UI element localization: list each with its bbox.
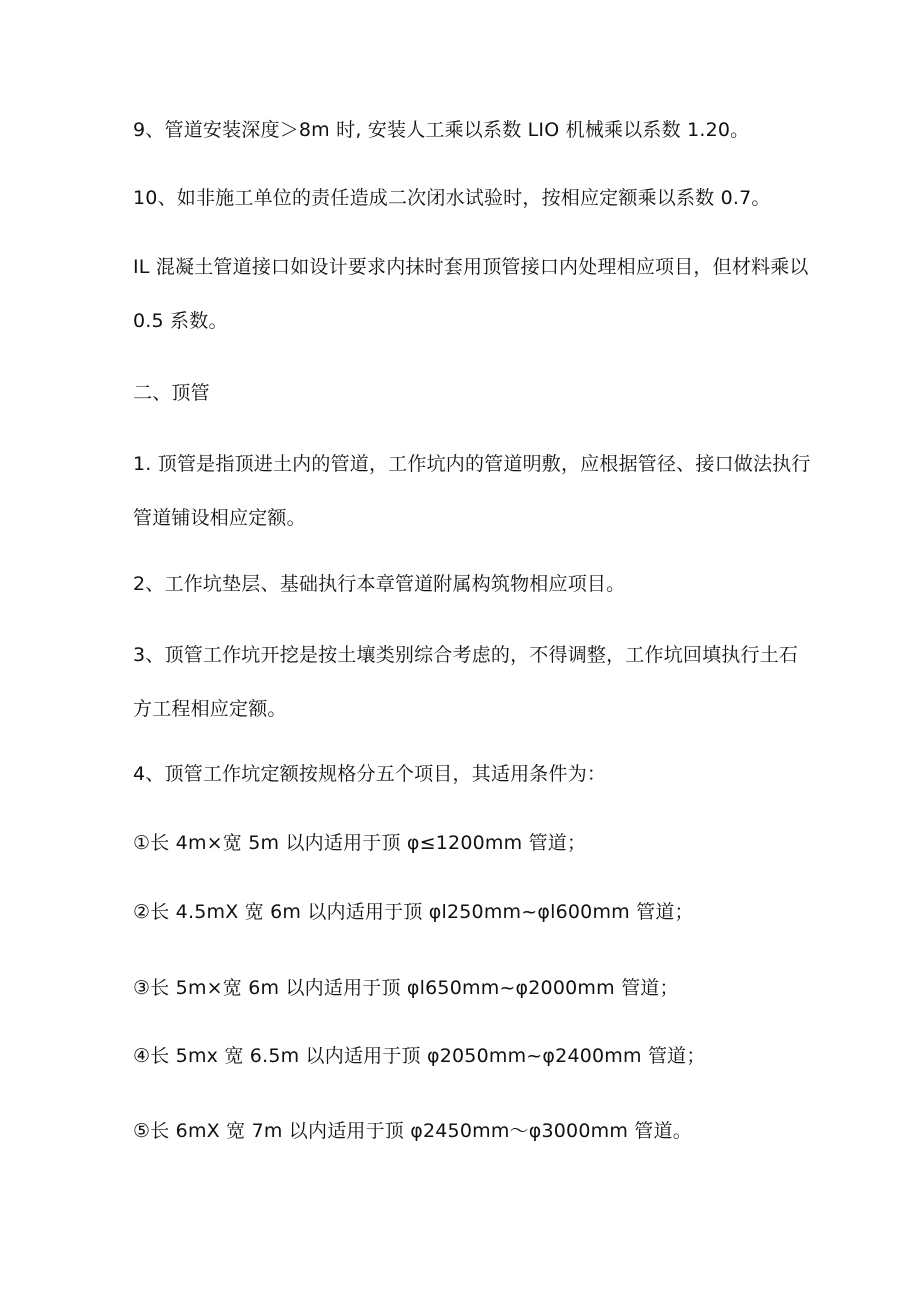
condition-item-2: ②长 4.5mX 宽 6m 以内适用于顶 φl250mm~φl600mm 管道； <box>133 901 694 923</box>
paragraph-item-4: 4、顶管工作坑定额按规格分五个项目，其适用条件为： <box>133 763 607 785</box>
paragraph-item-10: 10、如非施工单位的责任造成二次闭水试验时，按相应定额乘以系数 0.7。 <box>133 187 771 209</box>
paragraph-item-9: 9、管道安装深度＞8m 时, 安装人工乘以系数 LIO 机械乘以系数 1.20。 <box>133 119 750 141</box>
paragraph-item-2: 2、工作坑垫层、基础执行本章管道附属构筑物相应项目。 <box>133 573 626 595</box>
condition-item-3: ③长 5m×宽 6m 以内适用于顶 φl650mm~φ2000mm 管道； <box>133 977 679 999</box>
section-heading-jacking-pipe: 二、顶管 <box>133 382 210 404</box>
paragraph-item-3: 3、顶管工作坑开挖是按土壤类别综合考虑的，不得调整，工作坑回填执行土石方工程相应定额。 <box>133 644 799 720</box>
condition-item-5: ⑤长 6mX 宽 7m 以内适用于顶 φ2450mm～φ3000mm 管道。 <box>133 1120 692 1142</box>
paragraph-item-1: 1. 顶管是指顶进土内的管道，工作坑内的管道明敷，应根据管径、接口做法执行管道铺设相应定额。 <box>133 453 811 529</box>
condition-item-4: ④长 5mx 宽 6.5m 以内适用于顶 φ2050mm~φ2400mm 管道； <box>133 1045 706 1067</box>
condition-item-1: ①长 4m×宽 5m 以内适用于顶 φ≤1200mm 管道； <box>133 832 587 854</box>
paragraph-item-11: IL 混凝土管道接口如设计要求内抹时套用顶管接口内处理相应项目，但材料乘以 0.5 系数。 <box>133 256 809 332</box>
